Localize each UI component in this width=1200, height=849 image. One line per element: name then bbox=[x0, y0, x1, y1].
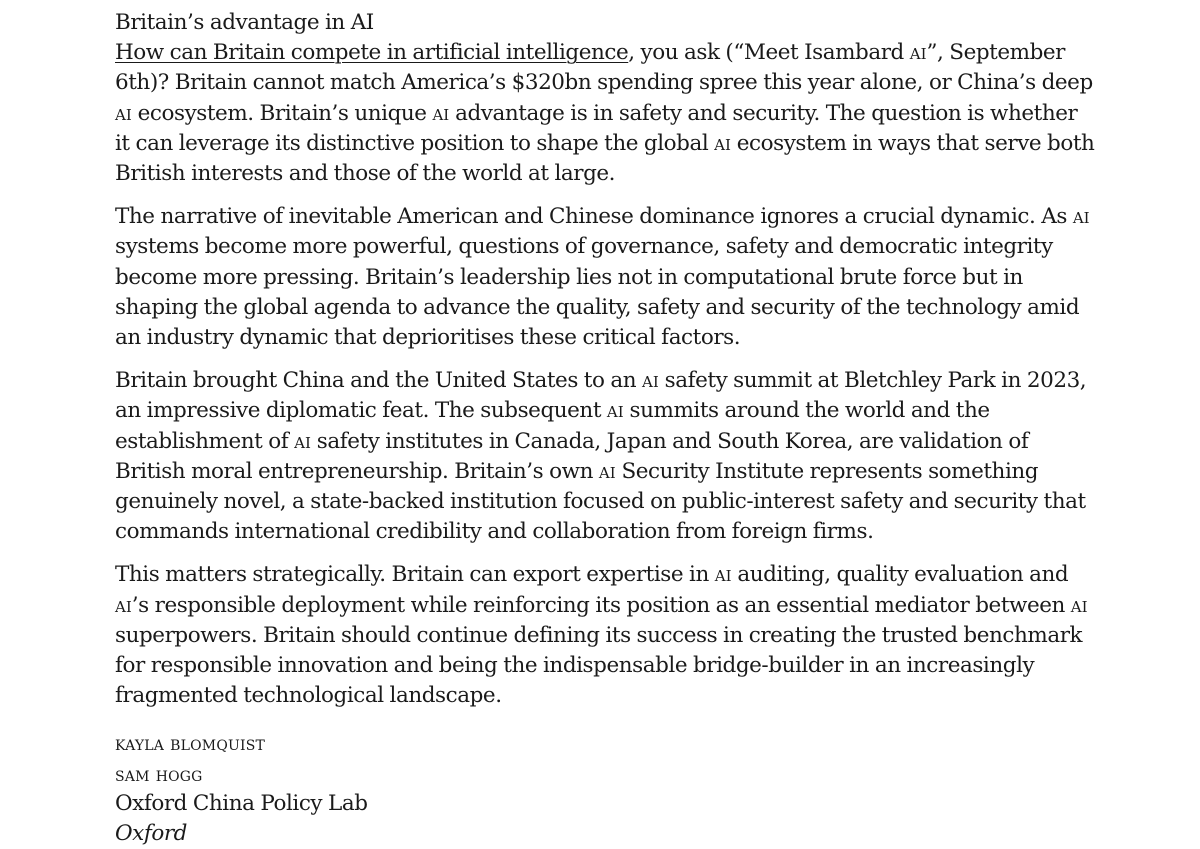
p1-ai-1: ai bbox=[909, 40, 927, 66]
p3-ai-3: ai bbox=[294, 428, 311, 454]
p3-ai-2: ai bbox=[606, 398, 624, 424]
p2-text-1: The narrative of inevitable American and Chinese dominance ignores a crucial dynamic. As bbox=[115, 204, 1073, 230]
p4-ai-2: ai bbox=[115, 592, 132, 618]
p1-text-1: , you ask (“Meet Isambard bbox=[628, 40, 910, 66]
p4-text-4: superpowers. Britain should continue defining its success in creating the trusted benchmark for responsible innovation and being the indispensable bridge-builder in an increasingly fragmented technological landscape. bbox=[115, 622, 1083, 709]
p2-text-2: systems become more powerful, questions of governance, safety and democratic integrity become more pressing. Britain’s leadership lies not in computational brute force but in shaping the global agenda to advance the quality, safety and security of the technology amid an industry dynamic that deprioritises these critical factors. bbox=[115, 234, 1080, 351]
p1-ai-3: ai bbox=[432, 100, 450, 126]
p3-text-1: Britain brought China and the United States to an bbox=[115, 368, 643, 394]
p3-text-5: Security Institute represents something genuinely novel, a state-backed institution focused on public-interest safety and security that commands international credibility and collaboration from foreign firms. bbox=[115, 458, 1086, 545]
signatory-name-1: kayla blomquist bbox=[115, 731, 266, 756]
letter-article bbox=[115, 8, 1095, 849]
signatory-place: Oxford bbox=[115, 821, 187, 847]
p1-ai-4: ai bbox=[714, 130, 731, 156]
p3-ai-1: ai bbox=[642, 368, 659, 394]
paragraph-4 bbox=[115, 560, 1095, 711]
paragraph-2 bbox=[115, 202, 1095, 353]
p3-text-4: safety institutes in Canada, Japan and South Korea, are validation of British moral entrepreneurship. Britain’s own bbox=[115, 428, 1029, 484]
p1-text-4: advantage is in safety and security. The question is whether it can leverage its distinctive position to shape the global bbox=[115, 100, 1078, 156]
p2-ai-1: ai bbox=[1072, 204, 1090, 230]
signatory-name-2: sam hogg bbox=[115, 761, 203, 786]
paragraph-3 bbox=[115, 366, 1095, 547]
p4-text-2: auditing, quality evaluation and bbox=[731, 562, 1069, 588]
article-link[interactable]: How can Britain compete in artificial intelligence bbox=[115, 40, 629, 66]
p4-ai-1: ai bbox=[714, 562, 732, 588]
p4-text-1: This matters strategically. Britain can export expertise in bbox=[115, 562, 715, 588]
p3-ai-4: ai bbox=[598, 458, 616, 484]
p4-text-3: ’s responsible deployment while reinforcing its position as an essential mediator between bbox=[131, 592, 1071, 618]
signature-block bbox=[115, 728, 1095, 849]
p3-text-3: summits around the world and the establishment of bbox=[115, 398, 990, 454]
p1-ai-2: ai bbox=[115, 100, 132, 126]
p1-text-5: ecosystem in ways that serve both British interests and those of the world at large. bbox=[115, 130, 1095, 187]
letter-headline: Britain’s advantage in AI bbox=[115, 10, 374, 35]
p4-ai-3: ai bbox=[1070, 592, 1088, 618]
signatory-organization: Oxford China Policy Lab bbox=[115, 790, 368, 816]
p1-text-3: ecosystem. Britain’s unique bbox=[131, 100, 433, 126]
p1-text-2: ”, September 6th)? Britain cannot match America’s $320bn spending spree this year alone, or China’s deep bbox=[115, 40, 1093, 96]
p3-text-2: safety summit at Bletchley Park in 2023, an impressive diplomatic feat. The subsequent bbox=[115, 368, 1087, 424]
paragraph-1 bbox=[115, 38, 1095, 189]
